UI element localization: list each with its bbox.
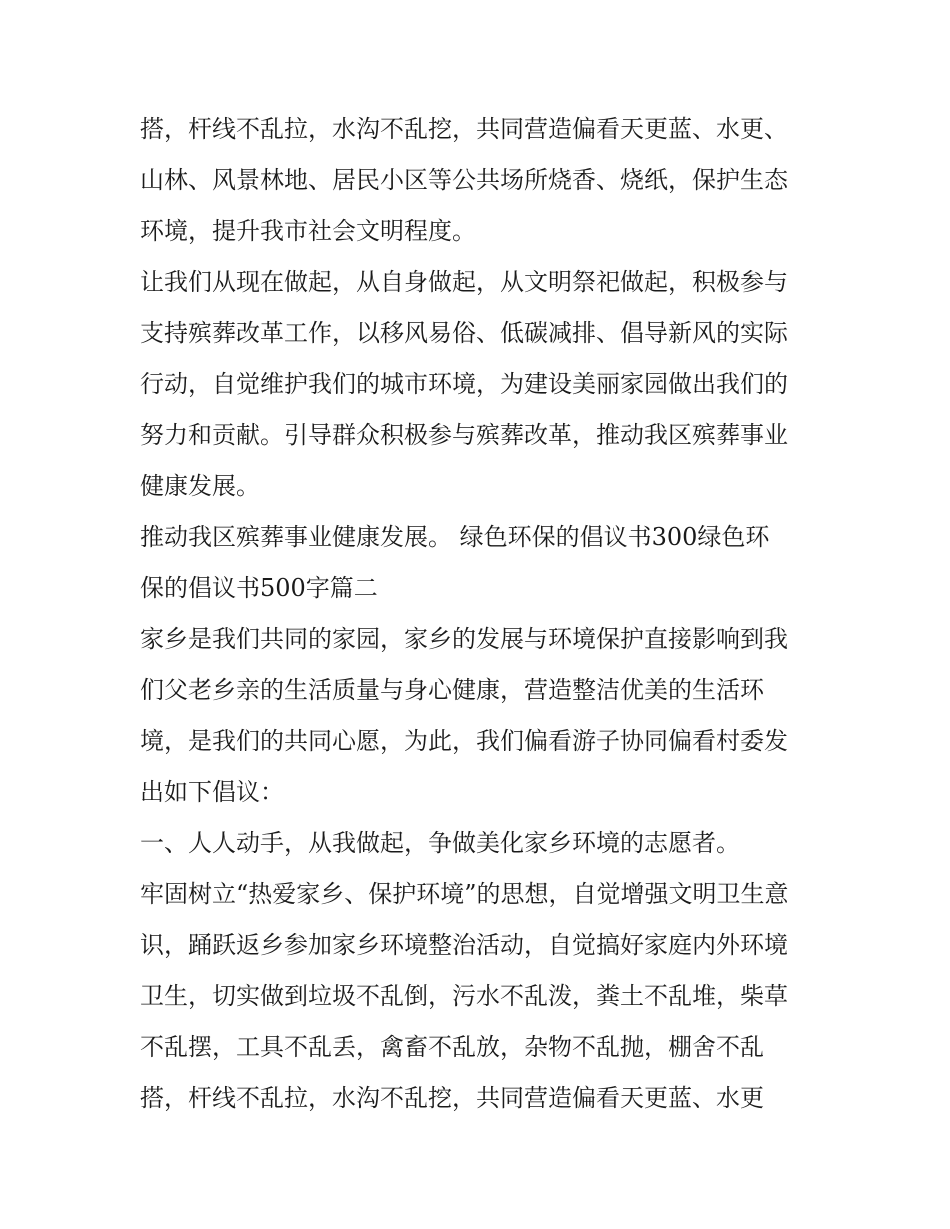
text-line: 搭，杆线不乱拉，水沟不乱挖，共同营造偏看天更蓝、水更 [140, 1084, 764, 1112]
text-line: 牢固树立“热爱家乡、保护环境”的思想，自觉增强文明卫生意 [140, 880, 789, 908]
text-line: 出如下倡议： [140, 778, 284, 806]
text-line: 让我们从现在做起，从自身做起，从文明祭祀做起，积极参与 [140, 268, 788, 296]
text-line: 行动，自觉维护我们的城市环境，为建设美丽家园做出我们的 [140, 370, 788, 398]
text-line: 境，是我们的共同心愿，为此，我们偏看游子协同偏看村委发 [140, 727, 788, 755]
text-line: 环境，提升我市社会文明程度。 [140, 217, 476, 245]
text-line: 支持殡葬改革工作，以移风易俗、低碳减排、倡导新风的实际 [140, 319, 788, 347]
text-line: 推动我区殡葬事业健康发展。 绿色环保的倡议书300绿色环 [140, 523, 770, 551]
text-line: 一、人人动手，从我做起，争做美化家乡环境的志愿者。 [140, 829, 740, 857]
text-line: 保的倡议书500字篇二 [140, 574, 378, 602]
text-line: 努力和贡献。引导群众积极参与殡葬改革，推动我区殡葬事业 [140, 421, 788, 449]
text-line: 卫生，切实做到垃圾不乱倒，污水不乱泼，粪土不乱堆，柴草 [140, 982, 788, 1010]
document-body [140, 104, 820, 1124]
text-line: 不乱摆，工具不乱丢，禽畜不乱放，杂物不乱抛，棚舍不乱 [140, 1033, 764, 1061]
text-line: 们父老乡亲的生活质量与身心健康，营造整洁优美的生活环 [140, 676, 764, 704]
text-line: 家乡是我们共同的家园，家乡的发展与环境保护直接影响到我 [140, 625, 788, 653]
text-line: 健康发展。 [140, 472, 260, 500]
text-line: 搭，杆线不乱拉，水沟不乱挖，共同营造偏看天更蓝、水更、 [140, 115, 788, 143]
text-line: 山林、风景林地、居民小区等公共场所烧香、烧纸，保护生态 [140, 166, 788, 194]
text-line: 识，踊跃返乡参加家乡环境整治活动，自觉搞好家庭内外环境 [140, 931, 788, 959]
